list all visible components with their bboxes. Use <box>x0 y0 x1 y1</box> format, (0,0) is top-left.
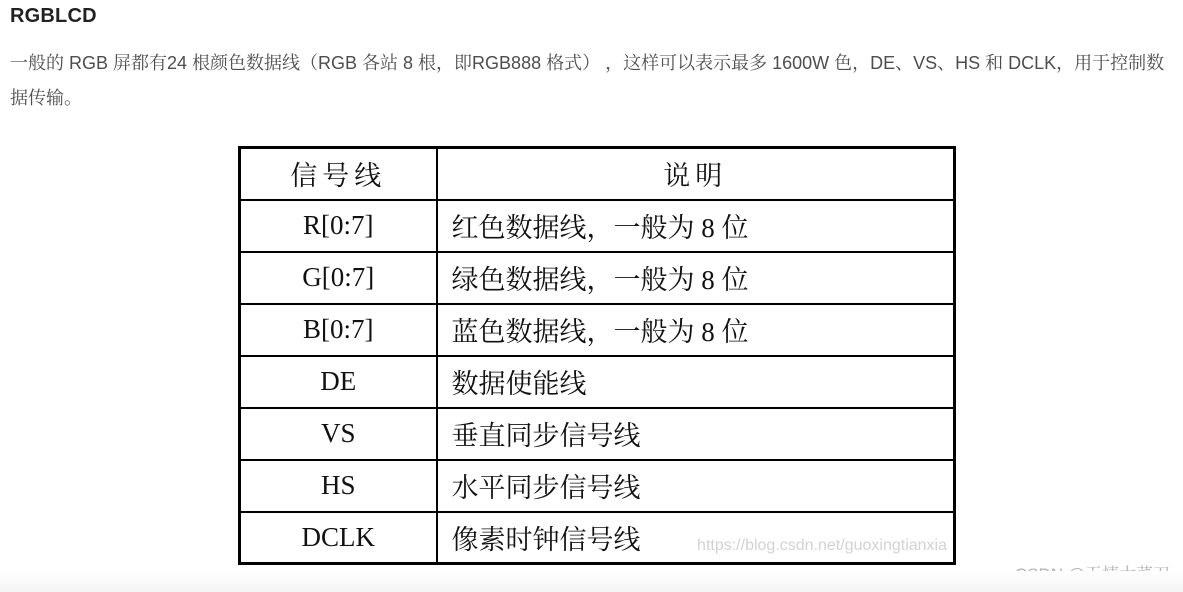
signal-cell: B[0:7] <box>240 304 437 356</box>
description-cell: 水平同步信号线 <box>437 460 955 512</box>
table-row <box>240 460 955 512</box>
table-row <box>240 252 955 304</box>
signal-cell: DCLK <box>240 512 437 564</box>
signal-cell: VS <box>240 408 437 460</box>
page-title: RGBLCD <box>10 5 97 27</box>
table-header-row <box>240 148 955 200</box>
table-row <box>240 356 955 408</box>
table-row <box>240 304 955 356</box>
header-description: 说明 <box>437 148 955 200</box>
article-paragraph: 一般的 RGB 屏都有24 根颜色数据线（RGB 各站 8 根，即RGB888 格式） ，这样可以表示最多 1600W 色，DE、VS、HS 和 DCLK，用于控制数据传输。 <box>10 53 1165 108</box>
table-row <box>240 408 955 460</box>
signal-cell: G[0:7] <box>240 252 437 304</box>
signal-cell: DE <box>240 356 437 408</box>
signal-table <box>238 146 956 565</box>
signal-cell: R[0:7] <box>240 200 437 252</box>
table-row <box>240 512 955 564</box>
table-row <box>240 200 955 252</box>
signal-table-image <box>238 146 953 562</box>
blog-url-watermark: https://blog.csdn.net/guoxingtianxia <box>697 537 947 554</box>
signal-cell: HS <box>240 460 437 512</box>
description-cell: 红色数据线，一般为 8 位 <box>437 200 955 252</box>
description-cell: 绿色数据线，一般为 8 位 <box>437 252 955 304</box>
description-cell: 数据使能线 <box>437 356 955 408</box>
description-cell: 像素时钟信号线 <box>437 512 955 564</box>
description-cell: 垂直同步信号线 <box>437 408 955 460</box>
content-bottom-edge <box>0 571 1183 592</box>
header-signal-line: 信号线 <box>240 148 437 200</box>
description-cell: 蓝色数据线，一般为 8 位 <box>437 304 955 356</box>
